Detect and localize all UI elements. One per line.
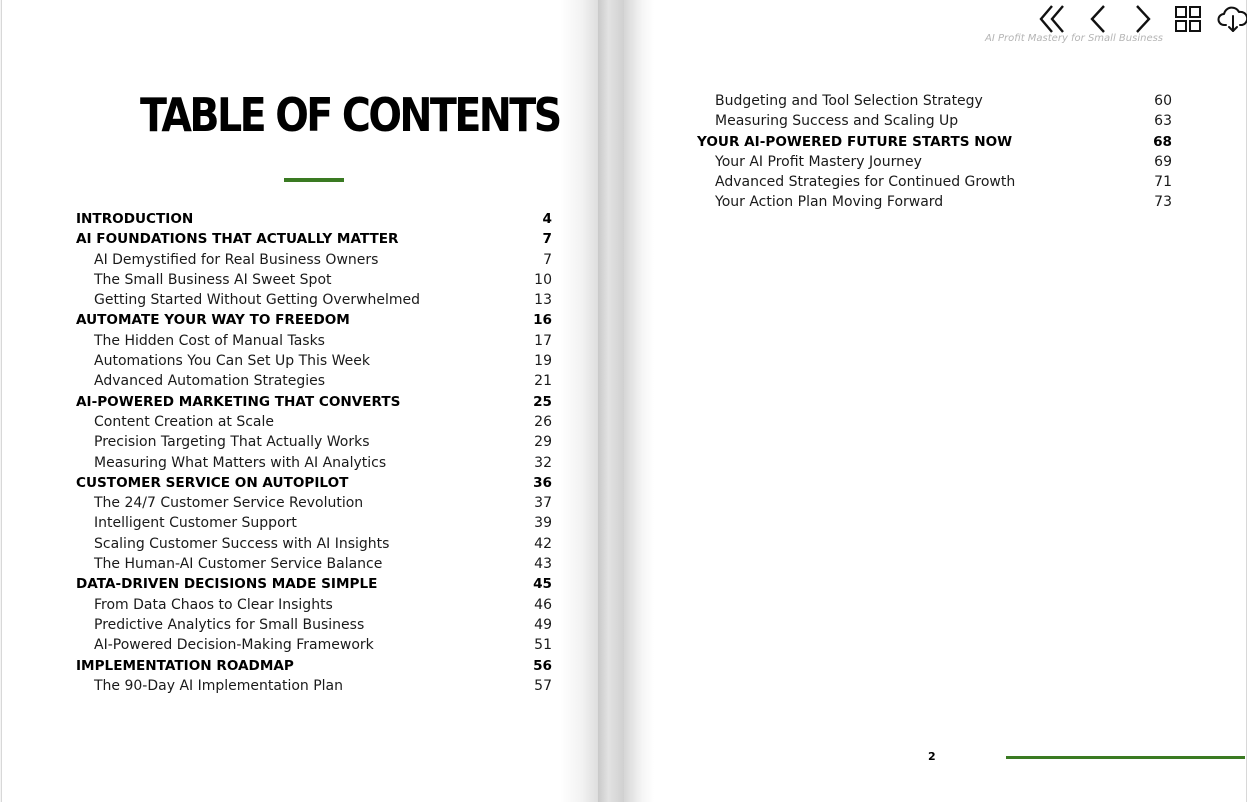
toc-section-entry[interactable]	[76, 676, 552, 696]
toc-entry-label: YOUR AI-POWERED FUTURE STARTS NOW	[697, 133, 1013, 150]
page-shadow-right	[624, 0, 654, 802]
toc-entry-label: Predictive Analytics for Small Business	[94, 616, 365, 633]
toc-entry-label: DATA-DRIVEN DECISIONS MADE SIMPLE	[76, 576, 378, 593]
title-underline	[284, 178, 344, 182]
toc-entry-page: 29	[534, 434, 552, 451]
toc-entry-page: 39	[534, 515, 552, 532]
toc-entry-label: CUSTOMER SERVICE ON AUTOPILOT	[76, 474, 349, 491]
toc-entry-label: Intelligent Customer Support	[94, 515, 297, 532]
toc-entry-page: 10	[534, 271, 552, 288]
toc-section-entry[interactable]	[76, 534, 552, 554]
toc-chapter-entry[interactable]	[76, 574, 552, 594]
toc-chapter-entry[interactable]	[76, 656, 552, 676]
toc-entry-page: 36	[533, 474, 552, 491]
toc-entry-label: Advanced Strategies for Continued Growth	[715, 174, 1016, 191]
toc-section-entry[interactable]	[697, 91, 1172, 111]
toc-entry-page: 32	[534, 454, 552, 471]
toc-chapter-entry[interactable]	[76, 209, 552, 229]
toc-entry-page: 17	[534, 332, 552, 349]
toc-entry-page: 25	[533, 393, 552, 410]
toc-entry-page: 57	[534, 677, 552, 694]
toc-entry-label: AI Demystified for Real Business Owners	[94, 251, 379, 268]
toc-entry-page: 56	[533, 657, 552, 674]
toc-title: TABLE OF CONTENTS	[140, 88, 560, 142]
toc-entry-label: INTRODUCTION	[76, 211, 194, 227]
download-cloud-icon	[1217, 4, 1247, 34]
toc-section-entry[interactable]	[76, 412, 552, 432]
page-shadow-left	[560, 0, 600, 802]
toc-section-entry[interactable]	[76, 513, 552, 533]
toc-section-entry[interactable]	[76, 432, 552, 452]
toc-list-right	[697, 91, 1172, 213]
toc-entry-page: 16	[533, 312, 552, 329]
toc-entry-page: 71	[1154, 174, 1172, 191]
toc-entry-label: The Human-AI Customer Service Balance	[94, 556, 383, 573]
toc-entry-label: Scaling Customer Success with AI Insights	[94, 535, 390, 552]
toc-section-entry[interactable]	[76, 615, 552, 635]
toc-entry-page: 37	[534, 495, 552, 512]
previous-page-icon	[1087, 3, 1109, 35]
toc-entry-label: Getting Started Without Getting Overwhelmed	[94, 292, 421, 309]
running-header: AI Profit Mastery for Small Business	[985, 33, 1164, 44]
thumbnails-grid-icon	[1174, 5, 1202, 33]
toc-entry-label: The 90-Day AI Implementation Plan	[94, 677, 344, 694]
toc-section-entry[interactable]	[697, 152, 1172, 172]
toc-section-entry[interactable]	[76, 554, 552, 574]
toc-entry-label: Precision Targeting That Actually Works	[94, 434, 370, 451]
toc-entry-label: Measuring Success and Scaling Up	[715, 113, 959, 130]
toc-chapter-entry[interactable]	[76, 229, 552, 249]
toc-section-entry[interactable]	[697, 192, 1172, 212]
page-number: 2	[928, 750, 936, 763]
footer-rule	[1006, 756, 1245, 759]
toc-entry-page: 73	[1154, 194, 1172, 211]
toc-entry-label: AI-POWERED MARKETING THAT CONVERTS	[76, 393, 401, 410]
toc-entry-page: 46	[534, 596, 552, 613]
thumbnails-button[interactable]	[1171, 2, 1205, 36]
toc-section-entry[interactable]	[76, 290, 552, 310]
toc-chapter-entry[interactable]	[76, 473, 552, 493]
toc-entry-label: Budgeting and Tool Selection Strategy	[715, 93, 983, 109]
toc-entry-label: Your Action Plan Moving Forward	[715, 194, 944, 211]
toc-entry-page: 7	[542, 231, 552, 248]
toc-entry-page: 26	[534, 413, 552, 430]
toc-entry-label: Automations You Can Set Up This Week	[94, 353, 370, 370]
next-page-button[interactable]	[1126, 2, 1160, 36]
previous-page-button[interactable]	[1081, 2, 1115, 36]
toc-entry-page: 45	[533, 576, 552, 593]
left-page	[1, 0, 599, 802]
viewer-toolbar	[1036, 2, 1247, 36]
toc-entry-page: 49	[534, 616, 552, 633]
toc-section-entry[interactable]	[76, 453, 552, 473]
toc-entry-label: AI FOUNDATIONS THAT ACTUALLY MATTER	[76, 231, 399, 248]
toc-entry-page: 42	[534, 535, 552, 552]
toc-section-entry[interactable]	[76, 351, 552, 371]
toc-entry-page: 21	[534, 373, 552, 390]
toc-entry-page: 51	[534, 637, 552, 654]
toc-entry-label: Content Creation at Scale	[94, 413, 274, 430]
toc-entry-page: 68	[1153, 133, 1172, 150]
toc-entry-label: AI-Powered Decision-Making Framework	[94, 637, 374, 654]
toc-section-entry[interactable]	[76, 493, 552, 513]
toc-entry-page: 13	[534, 292, 552, 309]
toc-entry-page: 60	[1154, 93, 1172, 109]
download-button[interactable]	[1216, 2, 1247, 36]
toc-entry-label: The Small Business AI Sweet Spot	[94, 271, 332, 288]
toc-entry-label: Your AI Profit Mastery Journey	[715, 153, 922, 170]
toc-chapter-entry[interactable]	[697, 132, 1172, 152]
toc-list-left	[76, 209, 552, 696]
toc-chapter-entry[interactable]	[76, 392, 552, 412]
toc-section-entry[interactable]	[76, 595, 552, 615]
toc-entry-label: IMPLEMENTATION ROADMAP	[76, 657, 294, 674]
toc-entry-page: 43	[534, 556, 552, 573]
toc-chapter-entry[interactable]	[76, 310, 552, 330]
toc-entry-label: From Data Chaos to Clear Insights	[94, 596, 333, 613]
toc-section-entry[interactable]	[76, 250, 552, 270]
toc-section-entry[interactable]	[76, 270, 552, 290]
toc-section-entry[interactable]	[76, 371, 552, 391]
toc-entry-label: The 24/7 Customer Service Revolution	[94, 495, 364, 512]
first-page-icon	[1038, 3, 1068, 35]
toc-entry-page: 19	[534, 353, 552, 370]
next-page-icon	[1132, 3, 1154, 35]
toc-entry-page: 4	[542, 211, 552, 227]
toc-entry-label: Measuring What Matters with AI Analytics	[94, 454, 387, 471]
toc-section-entry[interactable]	[76, 331, 552, 351]
toc-entry-label: Advanced Automation Strategies	[94, 373, 326, 390]
toc-entry-page: 69	[1154, 153, 1172, 170]
toc-entry-label: The Hidden Cost of Manual Tasks	[94, 332, 325, 349]
toc-section-entry[interactable]	[697, 172, 1172, 192]
toc-section-entry[interactable]	[697, 111, 1172, 131]
toc-entry-page: 63	[1154, 113, 1172, 130]
toc-entry-label: AUTOMATE YOUR WAY TO FREEDOM	[76, 312, 350, 329]
book-gutter	[598, 0, 624, 802]
first-page-button[interactable]	[1036, 2, 1070, 36]
toc-entry-page: 7	[543, 251, 552, 268]
toc-section-entry[interactable]	[76, 635, 552, 655]
